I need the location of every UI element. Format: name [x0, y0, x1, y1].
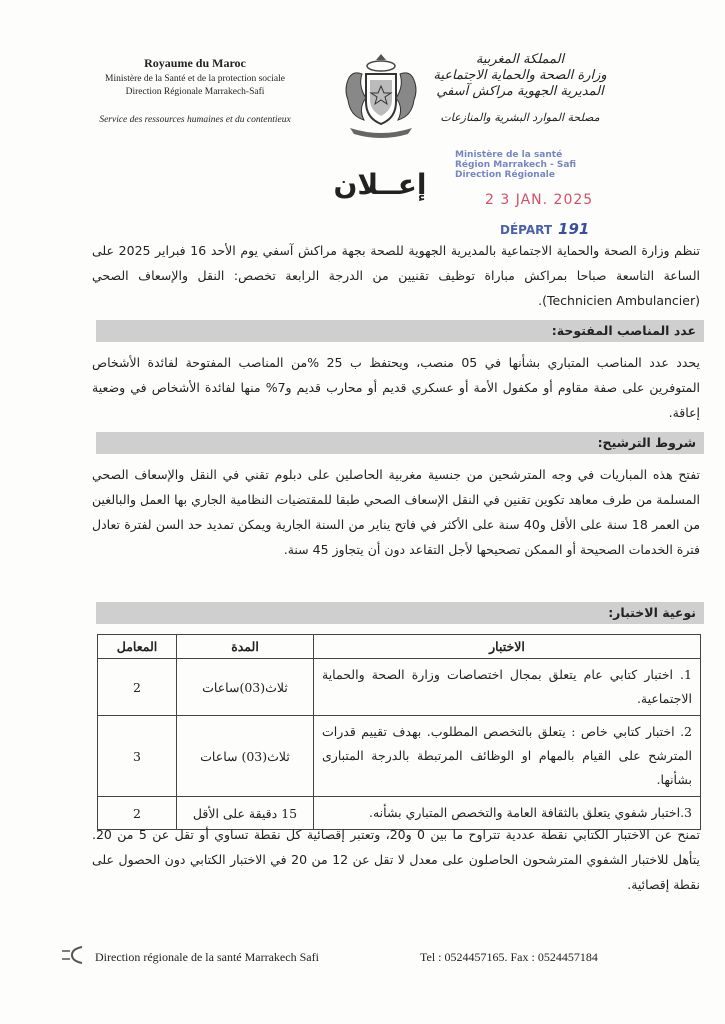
stamp-line-3: Direction Régionale	[455, 170, 555, 180]
section-band-conditions	[96, 432, 704, 454]
ministry-fr: Ministère de la Santé et de la protection sociale	[105, 74, 285, 84]
header-exam: الاختبار	[314, 635, 701, 659]
footer-contact: Tel : 0524457165. Fax : 0524457184	[420, 950, 598, 964]
depart-number: 191	[558, 220, 590, 238]
posts-heading: عدد المناصب المفتوحة:	[551, 323, 696, 338]
announcement-title: إعــلان	[333, 168, 427, 201]
header-duration: المدة	[177, 635, 314, 659]
stamp-depart	[500, 220, 630, 238]
exam-cell: 1. اختبار كتابي عام يتعلق بمجال اختصاصات وزارة الصحة والحماية الاجتماعية.	[314, 659, 701, 716]
footer-direction: Direction régionale de la santé Marrakech Safi	[95, 950, 319, 964]
ministry-ar: وزارة الصحة والحماية الاجتماعية	[433, 68, 607, 83]
exam-cell: 3.اختبار شفوي يتعلق بالثقافة العامة والتخصص المتباري بشأنه.	[314, 797, 701, 830]
service-ar: مصلحة الموارد البشرية والمنازعات	[440, 111, 600, 124]
exam-table	[97, 634, 701, 830]
coefficient-cell: 3	[98, 716, 177, 797]
kingdom-fr: Royaume du Maroc	[144, 56, 246, 70]
table-header-row	[98, 635, 701, 659]
header-arabic	[390, 52, 650, 126]
service-fr: Service des ressources humaines et du contentieux	[99, 115, 291, 125]
duration-cell: ثلاث(03)ساعات	[177, 659, 314, 716]
coefficient-cell: 2	[98, 797, 177, 830]
table-row	[98, 716, 701, 797]
test-type-heading: نوعية الاختبار:	[608, 605, 696, 620]
duration-cell: 15 دقيقة على الأقل	[177, 797, 314, 830]
header-french	[60, 56, 330, 125]
section-band-posts	[96, 320, 704, 342]
table-row	[98, 659, 701, 716]
intro-paragraph: تنظم وزارة الصحة والحماية الاجتماعية بالمديرية الجهوية للصحة بجهة مراكش آسفي يوم الأحد 16 فبراير 2025 على الساعة التاسعة صباحا بمراكش مباراة توظيف تقنيين من الدرجة الرابعة تخصص: النقل والإسعاف الصحي (Technicien Ambulancier).	[92, 243, 700, 308]
posts-paragraph: يحدد عدد المناصب المتباري بشأنها في 05 منصب، ويحتفظ ب 25 %من المناصب المفتوحة لفائدة الأشخاص المتوفرين على صفة مقاوم أو مكفول الأمة أو عسكري قديم أو محارب قديم و7% منها لفائدة الأشخاص في وضعية إعاقة.	[92, 355, 700, 420]
grading-notes: تمنح عن الاختبار الكتابي نقطة عددية تتراوح ما بين 0 و20، وتعتبر إقصائية كل نقطة تساوي أو تقل عن 5 من 20. يتأهل للاختبار الشفوي المترشحون الحاصلون على معدل لا تقل عن 12 من 20 في الاختبار الكتابي دون الحصول على نقطة إقصائية.	[92, 827, 700, 892]
stamp-line-2: Région Marrakech - Safi	[455, 160, 577, 170]
stamp-line-1: Ministère de la santé	[455, 150, 563, 160]
duration-cell: ثلاث(03) ساعات	[177, 716, 314, 797]
direction-fr: Direction Régionale Marrakech-Safi	[125, 87, 265, 97]
ministry-logo-icon	[60, 943, 88, 967]
kingdom-ar: المملكة المغربية	[475, 52, 565, 67]
conditions-paragraph: تفتح هذه المباريات في وجه المترشحين من جنسية مغربية الحاصلين على دبلوم تقني في النقل والإسعاف الصحي المسلمة من طرف معاهد تكوين تقنين في النقل الإسعاف الصحي طبقا للمقتضيات النظامية الجاري بها العمل والبالغين من العمر 18 سنة على الأقل و40 سنة على الأكثر في فاتح يناير من السنة الجارية ويمكن تمديد حد السن لفترة تعادل فترة الخدمات الصحيحة أو الممكن تصحيحها لأجل التقاعد دون أن يتجاوز 45 سنة.	[92, 467, 701, 557]
exam-cell: 2. اختبار كتابي خاص : يتعلق بالتخصص المطلوب. بهدف تقييم قدرات المترشح على القيام بالمهام او الوظائف المرتبطة بالدرجة المتبارى بشأنها.	[314, 716, 701, 797]
direction-ar: المديرية الجهوية مراكش آسفي	[436, 84, 604, 99]
section-band-test-type	[96, 602, 704, 624]
conditions-heading: شروط الترشيح:	[597, 435, 696, 450]
depart-label: DÉPART	[500, 223, 553, 237]
reception-stamp	[455, 150, 630, 238]
coefficient-cell: 2	[98, 659, 177, 716]
stamp-date: 2 3 JAN. 2025	[485, 192, 594, 208]
header-coefficient: المعامل	[98, 635, 177, 659]
